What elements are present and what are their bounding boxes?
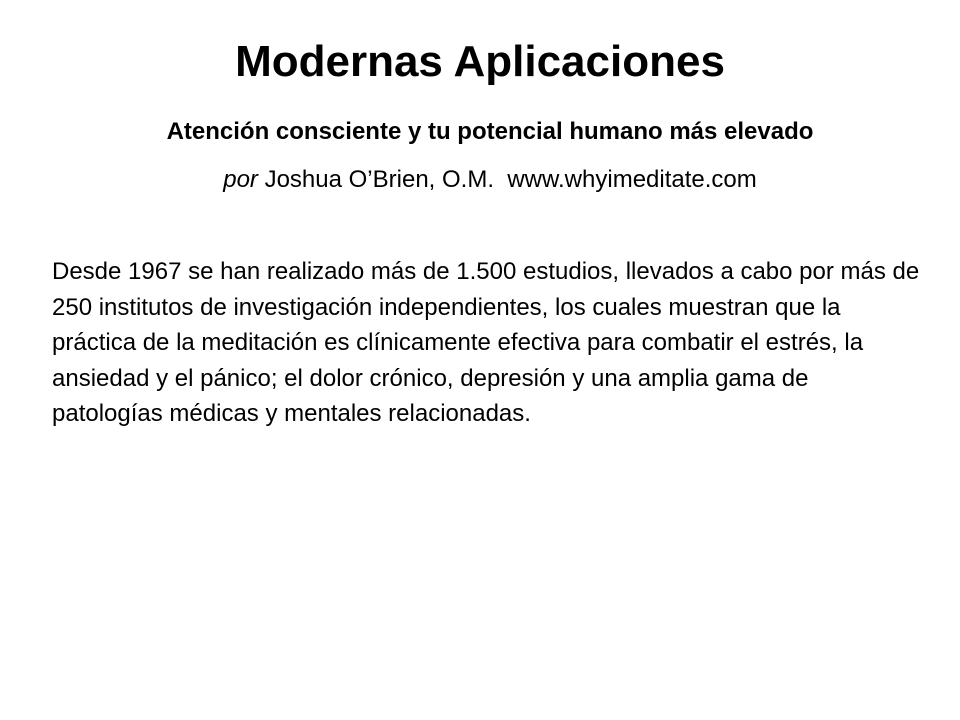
byline: [0, 166, 960, 195]
body-paragraph: Desde 1967 se han realizado más de 1.500 estudios, llevados a cabo por más de 250 institutos de investigación independientes, los cuales muestran que la práctica de la meditación es clínicamente efectiva para combatir el estrés, la ansiedad y el pánico; el dolor crónico, depresión y una amplia gama de patologías médicas y mentales relacionadas.: [52, 258, 920, 427]
byline-website: www.whyimeditate.com: [507, 166, 757, 193]
slide-title: Modernas Aplicaciones: [235, 37, 725, 86]
byline-prefix: por: [223, 166, 258, 193]
slide-subtitle: Atención consciente y tu potencial humano más elevado: [166, 118, 814, 145]
byline-author: Joshua O’Brien, O.M.: [264, 166, 494, 193]
